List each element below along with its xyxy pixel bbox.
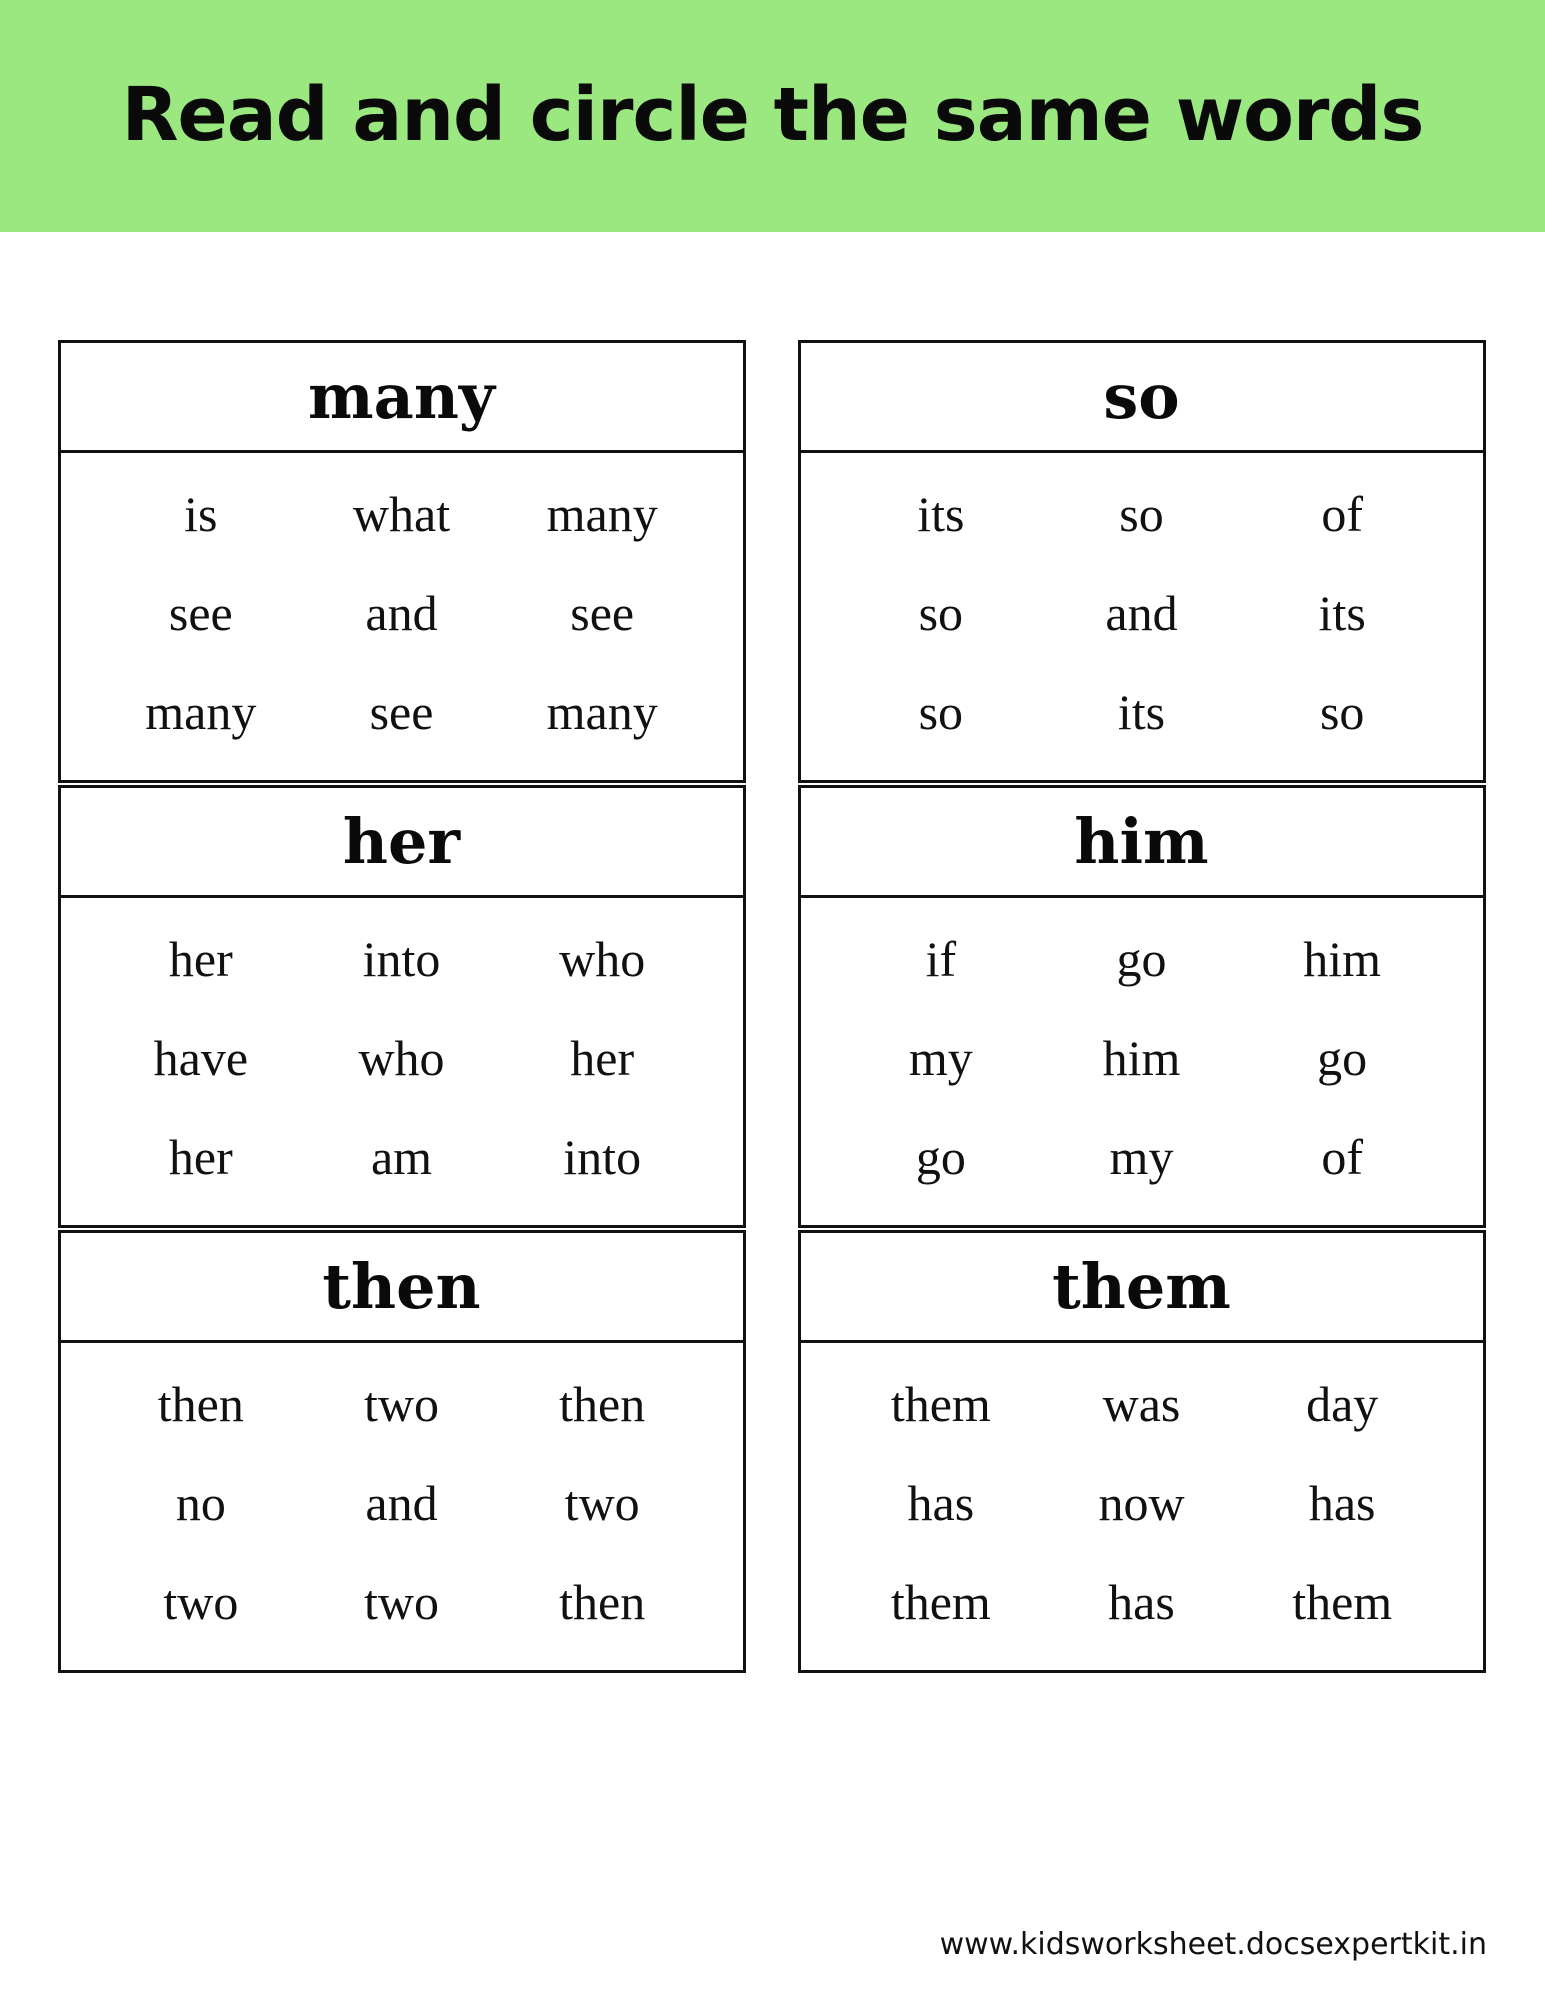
card-word-grid xyxy=(801,453,1483,780)
word-option[interactable]: of xyxy=(1321,1129,1363,1185)
word-option[interactable]: its xyxy=(917,486,965,542)
word-option[interactable]: many xyxy=(546,684,658,740)
word-option[interactable]: two xyxy=(364,1376,439,1432)
card-word-grid xyxy=(61,1343,743,1670)
word-row xyxy=(101,1575,703,1630)
word-option[interactable]: was xyxy=(1102,1376,1181,1432)
word-option[interactable]: two xyxy=(564,1475,640,1531)
card-title: many xyxy=(61,343,743,453)
word-card-grid xyxy=(0,232,1545,1932)
header-banner xyxy=(0,0,1545,232)
word-card-so xyxy=(798,340,1486,783)
card-word-grid xyxy=(61,453,743,780)
word-option[interactable]: day xyxy=(1306,1376,1379,1432)
card-word-grid xyxy=(801,1343,1483,1670)
word-option[interactable]: its xyxy=(1318,585,1366,641)
word-option[interactable]: so xyxy=(918,684,964,740)
word-option[interactable]: am xyxy=(370,1129,433,1185)
word-option[interactable]: then xyxy=(559,1574,646,1630)
word-row xyxy=(841,1575,1443,1630)
word-option[interactable]: see xyxy=(570,585,635,641)
word-option[interactable]: see xyxy=(168,585,233,641)
word-option[interactable]: has xyxy=(1308,1475,1376,1531)
word-row xyxy=(841,1377,1443,1432)
word-option[interactable]: them xyxy=(1292,1574,1393,1630)
word-option[interactable]: my xyxy=(908,1030,973,1086)
word-option[interactable]: who xyxy=(559,931,646,987)
word-option[interactable]: now xyxy=(1098,1475,1185,1531)
word-option[interactable]: her xyxy=(168,931,233,987)
word-row xyxy=(841,586,1443,641)
word-option[interactable]: has xyxy=(1108,1574,1175,1630)
word-option[interactable]: many xyxy=(145,684,257,740)
word-option[interactable]: have xyxy=(153,1030,249,1086)
word-row xyxy=(841,685,1443,740)
word-option[interactable]: see xyxy=(369,684,434,740)
word-option[interactable]: and xyxy=(365,1475,438,1531)
word-option[interactable]: into xyxy=(362,931,441,987)
word-row xyxy=(101,932,703,987)
word-row xyxy=(841,932,1443,987)
word-option[interactable]: and xyxy=(1105,585,1178,641)
card-title: him xyxy=(801,788,1483,898)
word-option[interactable]: then xyxy=(559,1376,646,1432)
word-option[interactable]: two xyxy=(163,1574,239,1630)
word-option[interactable]: of xyxy=(1321,486,1363,542)
card-title: them xyxy=(801,1233,1483,1343)
word-option[interactable]: her xyxy=(168,1129,233,1185)
word-option[interactable]: what xyxy=(352,486,451,542)
page-title: Read and circle the same words xyxy=(121,72,1424,159)
word-row xyxy=(841,1031,1443,1086)
word-row xyxy=(101,685,703,740)
card-word-grid xyxy=(61,898,743,1225)
word-option[interactable]: two xyxy=(364,1574,439,1630)
word-option[interactable]: no xyxy=(175,1475,226,1531)
word-row xyxy=(101,1476,703,1531)
word-card-many xyxy=(58,340,746,783)
word-option[interactable]: my xyxy=(1109,1129,1174,1185)
word-option[interactable]: into xyxy=(563,1129,642,1185)
word-option[interactable]: him xyxy=(1102,1030,1181,1086)
card-title: her xyxy=(61,788,743,898)
card-title: then xyxy=(61,1233,743,1343)
word-row xyxy=(101,487,703,542)
word-card-him xyxy=(798,785,1486,1228)
footer-website: www.kidsworksheet.docsexpertkit.in xyxy=(939,1927,1487,1962)
word-option[interactable]: then xyxy=(157,1376,244,1432)
word-option[interactable]: go xyxy=(1116,931,1167,987)
word-row xyxy=(841,487,1443,542)
word-option[interactable]: go xyxy=(1317,1030,1368,1086)
card-word-grid xyxy=(801,898,1483,1225)
word-row xyxy=(841,1476,1443,1531)
word-option[interactable]: who xyxy=(358,1030,445,1086)
word-option[interactable]: so xyxy=(1319,684,1365,740)
word-card-them xyxy=(798,1230,1486,1673)
word-option[interactable]: and xyxy=(365,585,438,641)
word-row xyxy=(101,586,703,641)
word-row xyxy=(841,1130,1443,1185)
word-option[interactable]: so xyxy=(1119,486,1164,542)
word-option[interactable]: its xyxy=(1117,684,1166,740)
word-card-her xyxy=(58,785,746,1228)
word-option[interactable]: them xyxy=(890,1574,991,1630)
word-option[interactable]: so xyxy=(918,585,964,641)
word-row xyxy=(101,1377,703,1432)
word-card-then xyxy=(58,1230,746,1673)
card-title: so xyxy=(801,343,1483,453)
word-option[interactable]: has xyxy=(907,1475,975,1531)
word-option[interactable]: is xyxy=(184,486,218,542)
word-row xyxy=(101,1031,703,1086)
word-option[interactable]: go xyxy=(915,1129,966,1185)
word-row xyxy=(101,1130,703,1185)
word-option[interactable]: them xyxy=(890,1376,991,1432)
word-option[interactable]: her xyxy=(570,1030,635,1086)
word-option[interactable]: him xyxy=(1303,931,1382,987)
word-option[interactable]: if xyxy=(925,931,957,987)
word-option[interactable]: many xyxy=(546,486,658,542)
